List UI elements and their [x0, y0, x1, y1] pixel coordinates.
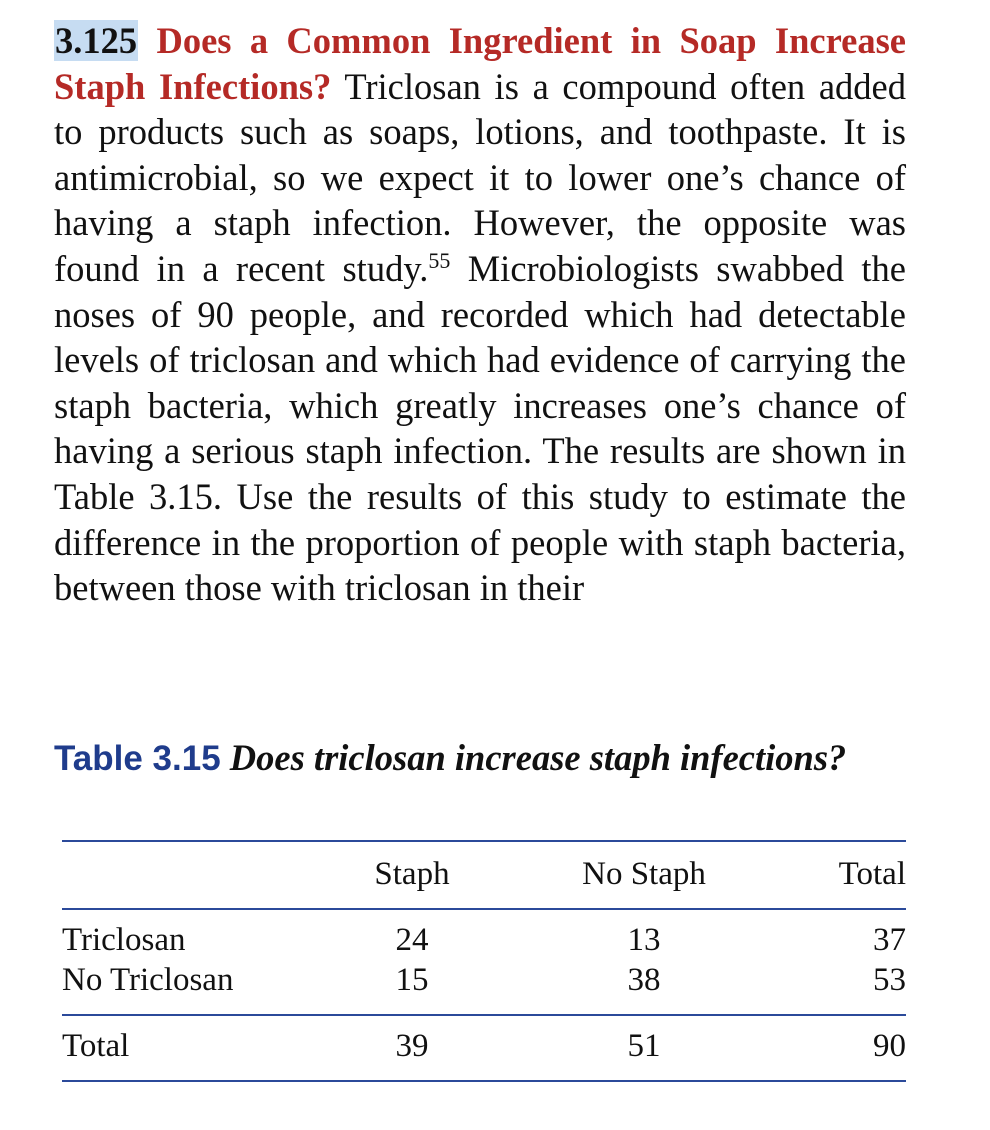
- table-header-rule: [62, 908, 906, 910]
- table-top-rule: [62, 840, 906, 842]
- column-header-total: Total: [838, 856, 906, 892]
- cell-no-triclosan-total: 53: [873, 962, 906, 998]
- cell-total-no-staph: 51: [627, 1028, 661, 1064]
- problem-title: Does a Common Ingredient in Soap Increase Staph Infections?: [54, 20, 906, 107]
- cell-triclosan-staph: 24: [395, 922, 429, 958]
- cell-total-total: 90: [873, 1028, 906, 1064]
- row-label-no-triclosan: No Triclosan: [62, 962, 234, 998]
- problem-body-part2: Microbiologists swabbed the noses of 90 people, and recorded which had detectable levels of triclosan and which had evidence of carrying the staph bacteria, which greatly increases one’s chance of having a serious staph infection. The results are shown in Table 3.15. Use the results of this study to estimate the difference in the proportion of people with staph bacteria, between those with triclosan in their: [54, 247, 906, 609]
- column-header-staph: Staph: [374, 856, 450, 892]
- table-caption-text: Does triclosan increase staph infections?: [229, 737, 847, 778]
- problem-body-part1: Triclosan is a compound often added to products such as soaps, lotions, and toothpaste. It is antimicrobial, so we expect it to lower one’s chance of having a staph infection. However, the opposite was found in a recent study.: [54, 65, 906, 289]
- cell-triclosan-total: 37: [873, 922, 906, 958]
- footnote-marker: 55: [428, 247, 451, 273]
- problem-paragraph: [54, 18, 906, 611]
- table-caption-label: Table 3.15: [54, 739, 221, 778]
- cell-total-staph: 39: [395, 1028, 429, 1064]
- table-total-rule: [62, 1014, 906, 1016]
- row-label-triclosan: Triclosan: [62, 922, 186, 958]
- row-label-total: Total: [62, 1028, 130, 1064]
- cell-no-triclosan-staph: 15: [395, 962, 429, 998]
- table-bottom-rule: [62, 1080, 906, 1082]
- cell-triclosan-no-staph: 13: [627, 922, 661, 958]
- problem-number: 3.125: [55, 20, 138, 61]
- cell-no-triclosan-no-staph: 38: [627, 962, 661, 998]
- table-caption: [54, 736, 914, 781]
- column-header-no-staph: No Staph: [582, 856, 706, 892]
